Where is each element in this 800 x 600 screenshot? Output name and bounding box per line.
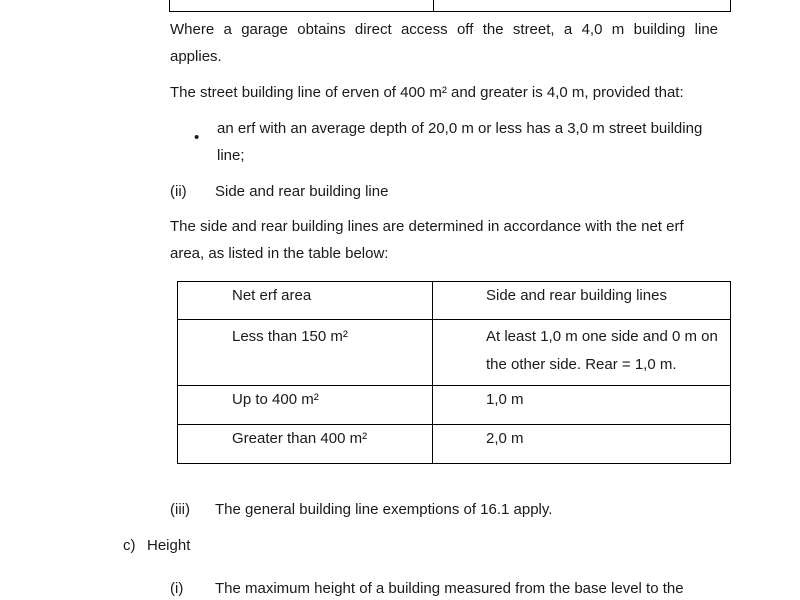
header-net-erf-area: Net erf area [232,287,312,304]
building-lines-table [177,281,731,464]
item-i-number: (i) [170,580,184,597]
area-value: Up to 400 m² [232,391,319,408]
section-c-number: c) [123,537,136,554]
paragraph-side-intro-line2: area, as listed in the table below: [170,245,389,262]
item-iii-number: (iii) [170,501,190,518]
table-header-cell [433,282,731,320]
item-i-text: The maximum height of a building measured from the base level to the [215,580,684,597]
table-row [178,425,731,464]
bullet-text-line2: line; [217,147,245,164]
section-c-heading: Height [147,537,191,554]
table-cell [178,425,433,464]
area-value: Less than 150 m² [232,328,348,345]
item-iii-text: The general building line exemptions of 16.1 apply. [215,501,553,518]
area-value: Greater than 400 m² [232,430,368,447]
table-cell [433,320,731,386]
table-cell [433,386,731,425]
line-value-cont: the other side. Rear = 1,0 m. [486,356,677,373]
item-ii-number: (ii) [170,183,187,200]
bullet-text-line1: an erf with an average depth of 20,0 m or less has a 3,0 m street building [217,120,703,137]
paragraph-garage-line1: Where a garage obtains direct access off the street, a 4,0 m building line [170,21,718,38]
table-column-divider [433,0,434,11]
paragraph-side-intro-line1: The side and rear building lines are determined in accordance with the net erf [170,218,684,235]
paragraph-street-building-line: The street building line of erven of 400 m² and greater is 4,0 m, provided that: [170,84,684,101]
line-value: At least 1,0 m one side and 0 m on [486,328,718,345]
item-ii-heading: Side and rear building line [215,183,389,200]
table-header-cell [178,282,433,320]
table-row [178,320,731,386]
table-header-row [178,282,731,320]
table-cell [178,320,433,386]
line-value: 2,0 m [486,430,524,447]
table-row [178,386,731,425]
table-cell [433,425,731,464]
header-side-rear-lines: Side and rear building lines [486,287,667,304]
paragraph-garage-line2: applies. [170,48,222,65]
bullet-glyph: • [194,129,200,146]
previous-table-bottom [169,0,731,12]
line-value: 1,0 m [486,391,524,408]
table-cell [178,386,433,425]
